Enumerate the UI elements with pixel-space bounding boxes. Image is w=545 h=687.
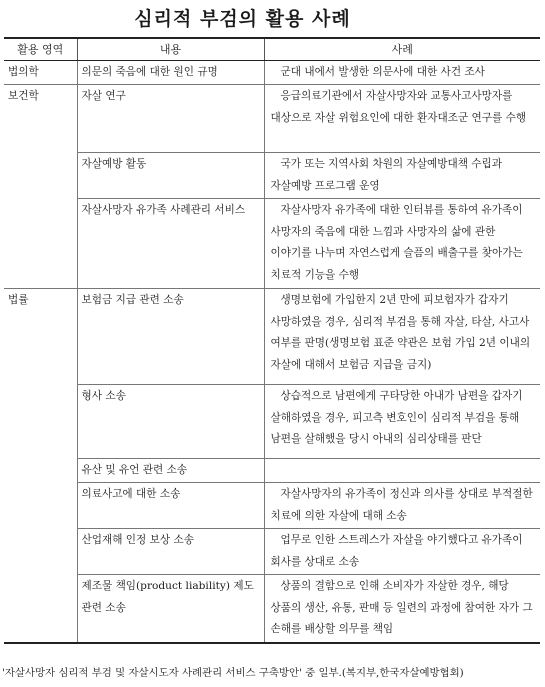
area-cell <box>4 153 77 199</box>
area-cell <box>4 483 77 529</box>
table-row <box>4 385 540 459</box>
content-cell: 보험금 지급 관련 소송 <box>77 289 264 385</box>
usage-table <box>4 37 540 644</box>
area-cell: 법률 <box>4 289 77 385</box>
table-row <box>4 153 540 199</box>
table-row <box>4 289 540 385</box>
case-cell: 응급의료기관에서 자살사망자와 교통사고사망자를 대상으로 자살 위험요인에 대한 환자대조군 연구를 수행 <box>264 85 540 153</box>
area-cell <box>4 529 77 575</box>
table-row <box>4 61 540 85</box>
header-case: 사례 <box>264 38 540 61</box>
header-area: 활용 영역 <box>4 38 77 61</box>
table-row <box>4 483 540 529</box>
area-cell <box>4 199 77 289</box>
area-cell <box>4 575 77 643</box>
case-cell: 업무로 인한 스트레스가 자살을 야기했다고 유가족이 회사를 상대로 소송 <box>264 529 540 575</box>
case-cell: 생명보험에 가입한지 2년 만에 피보험자가 갑자기 사망하였을 경우, 심리적 부검을 통해 자살, 타살, 사고사 여부를 판명(생명보험 표준 약관은 보험 가입 2년 이내의 자살에 대해서 보험금 지급을 금지) <box>264 289 540 385</box>
content-cell: 의료사고에 대한 소송 <box>77 483 264 529</box>
table-row <box>4 199 540 289</box>
content-cell: 자살사망자 유가족 사례관리 서비스 <box>77 199 264 289</box>
content-cell: 제조물 책임(product liability) 제도 관련 소송 <box>77 575 264 643</box>
area-cell: 법의학 <box>4 61 77 85</box>
area-cell: 보건학 <box>4 85 77 153</box>
table-header-row <box>4 38 540 61</box>
area-cell <box>4 385 77 459</box>
content-cell: 형사 소송 <box>77 385 264 459</box>
table-row <box>4 575 540 643</box>
table-row <box>4 459 540 483</box>
content-cell: 자살예방 활동 <box>77 153 264 199</box>
case-cell <box>264 459 540 483</box>
header-content: 내용 <box>77 38 264 61</box>
table-row <box>4 529 540 575</box>
case-cell: 자살사망자의 유가족이 정신과 의사를 상대로 부적절한 치료에 의한 자살에 대해 소송 <box>264 483 540 529</box>
case-cell: 군대 내에서 발생한 의문사에 대한 사건 조사 <box>264 61 540 85</box>
content-cell: 유산 및 유언 관련 소송 <box>77 459 264 483</box>
content-cell: 의문의 죽음에 대한 원인 규명 <box>77 61 264 85</box>
area-cell <box>4 459 77 483</box>
content-cell: 자살 연구 <box>77 85 264 153</box>
source-footnote: '자살사망자 심리적 부검 및 자살시도자 사례관리 서비스 구축방안' 중 일부.(복지부,한국자살예방협회) <box>2 667 464 679</box>
content-cell: 산업재해 인정 보상 소송 <box>77 529 264 575</box>
case-cell: 상품의 결함으로 인해 소비자가 자살한 경우, 해당 상품의 생산, 유통, 판매 등 일련의 과정에 참여한 자가 그 손해를 배상할 의무를 책임 <box>264 575 540 643</box>
table-row <box>4 85 540 153</box>
case-cell: 국가 또는 지역사회 차원의 자살예방대책 수립과 자살예방 프로그램 운영 <box>264 153 540 199</box>
case-cell: 상습적으로 남편에게 구타당한 아내가 남편을 갑자기 살해하였을 경우, 피고측 변호인이 심리적 부검을 통해 남편을 살해했을 당시 아내의 심리상태를 판단 <box>264 385 540 459</box>
case-cell: 자살사망자 유가족에 대한 인터뷰를 통하여 유가족이 사망자의 죽음에 대한 느낌과 사망자의 삶에 관한 이야기를 나누며 자연스럽게 슬픔의 배출구를 찾아가는 치료적 기능을 수행 <box>264 199 540 289</box>
document-title: 심리적 부검의 활용 사례 <box>134 8 351 30</box>
